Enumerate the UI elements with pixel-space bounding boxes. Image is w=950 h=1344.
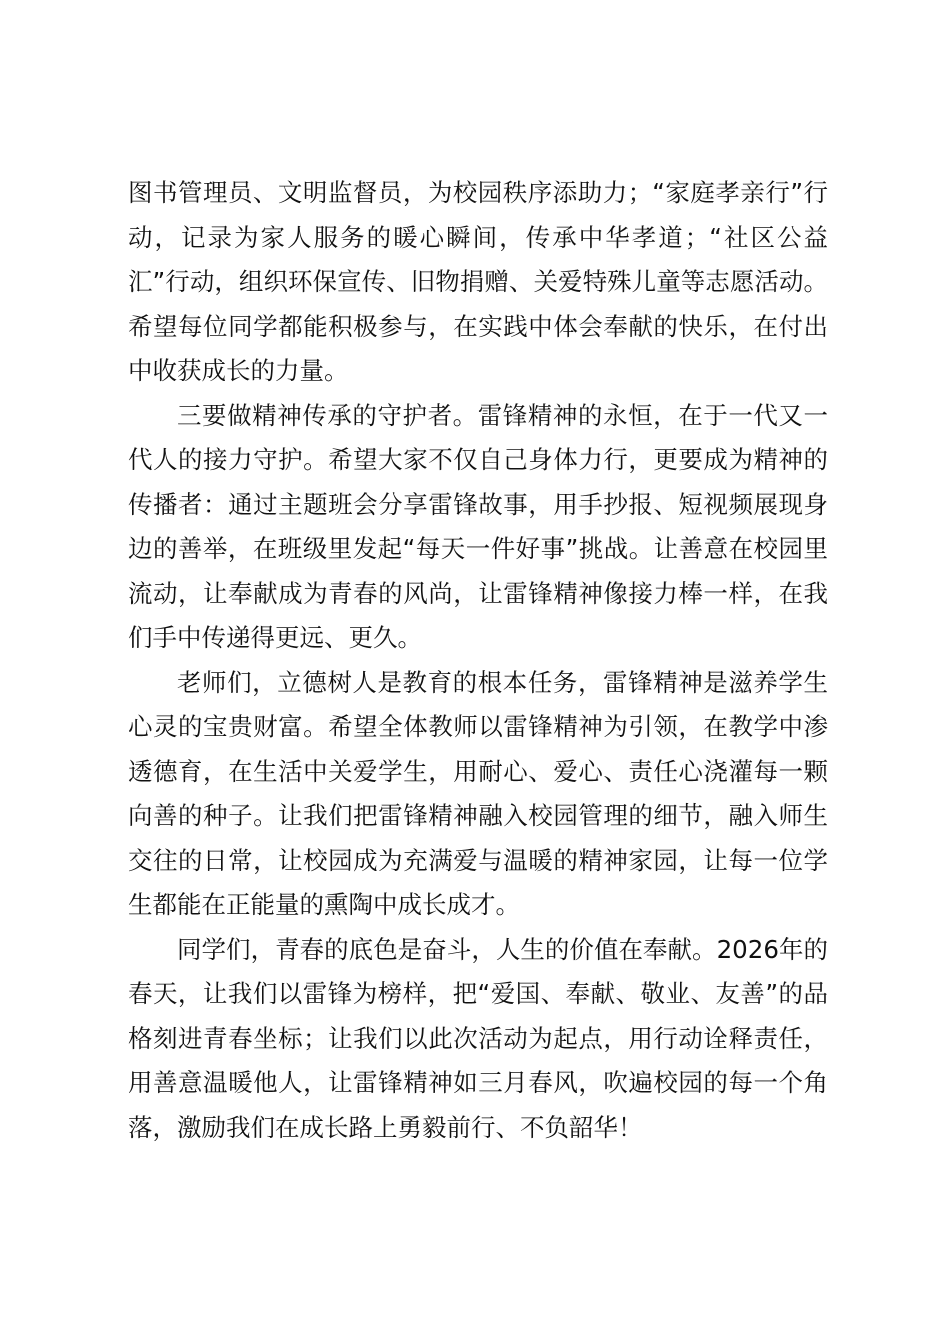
paragraph-continuation: 图书管理员、文明监督员，为校园秩序添助力；“家庭孝亲行”行动，记录为家人服务的暖心瞬间，传承中华孝道；“社区公益汇”行动，组织环保宣传、旧物捐赠、关爱特殊儿童等志愿活动。希望每位同学都能积极参与，在实践中体会奉献的快乐，在付出中收获成长的力量。: [128, 178, 828, 385]
paragraph-spirit-inheritance: 三要做精神传承的守护者。雷锋精神的永恒，在于一代又一代人的接力守护。希望大家不仅自己身体力行，更要成为精神的传播者：通过主题班会分享雷锋故事，用手抄报、短视频展现身边的善举，在班级里发起“每天一件好事”挑战。让善意在校园里流动，让奉献成为青春的风尚，让雷锋精神像接力棒一样，在我们手中传递得更远、更久。: [128, 400, 828, 652]
paragraph-students-closing: 同学们，青春的底色是奋斗，人生的价值在奉献。2026年的春天，让我们以雷锋为榜样，把“爱国、奉献、敬业、友善”的品格刻进青春坐标；让我们以此次活动为起点，用行动诠释责任，用善意温暖他人，让雷锋精神如三月春风，吹遍校园的每一个角落，激励我们在成长路上勇毅前行、不负韶华！: [128, 934, 828, 1142]
paragraph-teachers: 老师们，立德树人是教育的根本任务，雷锋精神是滋养学生心灵的宝贵财富。希望全体教师以雷锋精神为引领，在教学中渗透德育，在生活中关爱学生，用耐心、爱心、责任心浇灌每一颗向善的种子。让我们把雷锋精神融入校园管理的细节，融入师生交往的日常，让校园成为充满爱与温暖的精神家园，让每一位学生都能在正能量的熏陶中成长成才。: [128, 667, 828, 919]
document-body: [128, 171, 828, 1150]
